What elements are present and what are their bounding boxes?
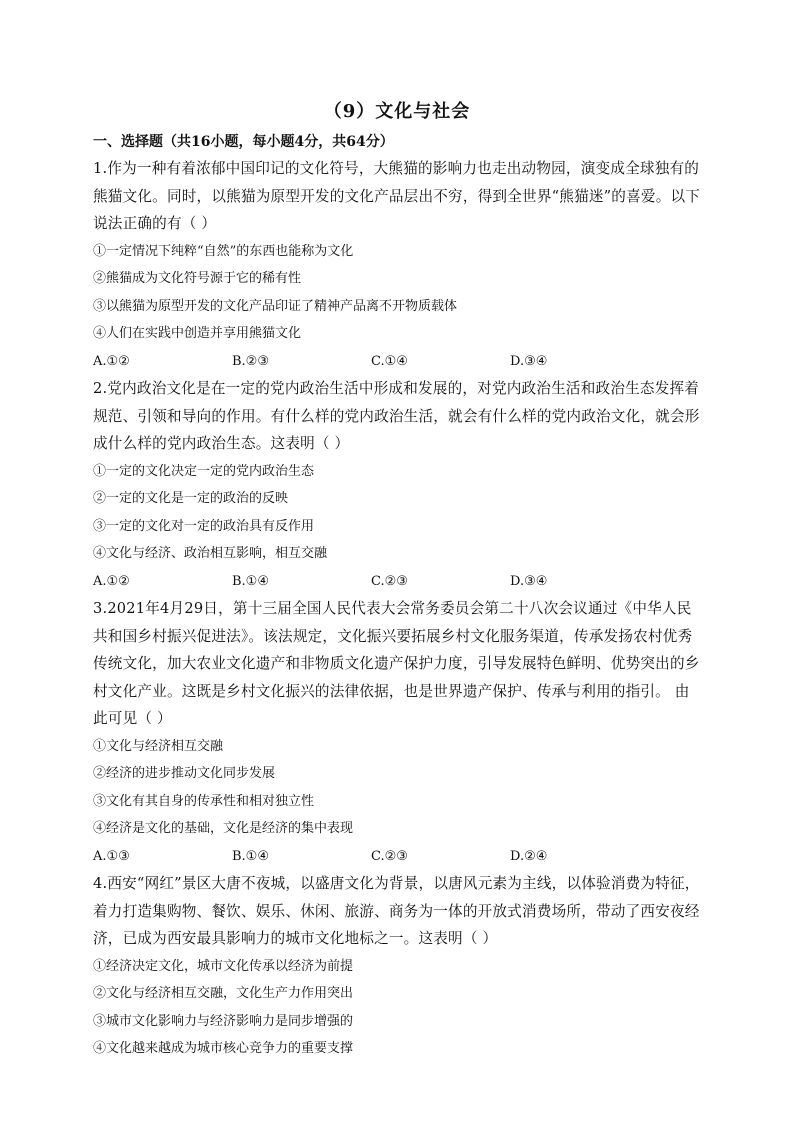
- option-2: ②文化与经济相互交融，文化生产力作用突出: [93, 986, 354, 1001]
- question-stem: 1.作为一种有着浓郁中国印记的文化符号，大熊猫的影响力也走出动物园，演变成全球独有的熊猫文化。同时，以熊猫为原型开发的文化产品层出不穷，得到全世界“熊猫迷”的喜爱。以下说法正确的有（ ）: [93, 160, 701, 232]
- question-list: [93, 155, 703, 1063]
- question-3: [93, 595, 703, 870]
- option-2: ②经济的进步推动文化同步发展: [93, 766, 276, 781]
- option-2: ②熊猫成为文化符号源于它的稀有性: [93, 271, 302, 286]
- question-2: [93, 375, 703, 595]
- answer-choices: [93, 843, 703, 871]
- option-4: ④文化与经济、政治相互影响，相互交融: [93, 546, 328, 561]
- page-title: （9）文化与社会: [323, 101, 471, 122]
- option-1: ①一定情况下纯粹“自然”的东西也能称为文化: [93, 243, 354, 259]
- answer-b: B.①④: [232, 573, 269, 589]
- option-3: ③以熊猫为原型开发的文化产品印证了精神产品离不开物质载体: [93, 298, 458, 314]
- answer-choices: [93, 348, 703, 376]
- answer-b: B.②③: [232, 353, 269, 369]
- answer-a: A.①③: [93, 848, 130, 864]
- question-1: [93, 155, 703, 375]
- option-3: ③文化有其自身的传承性和相对独立性: [93, 793, 315, 809]
- question-stem: 4.西安“网红”景区大唐不夜城，以盛唐文化为背景，以唐风元素为主线，以体验消费为特征，着力打造集购物、餐饮、娱乐、休闲、旅游、商务为一体的开放式消费场所，带动了西安夜经济，已成为西安最具影响力的城市文化地标之一。这表明（ ）: [93, 875, 700, 947]
- option-4: ④人们在实践中创造并享用熊猫文化: [93, 326, 302, 341]
- answer-b: B.①④: [232, 848, 269, 864]
- answer-a: A.①②: [93, 353, 130, 369]
- answer-c: C.②③: [371, 848, 408, 864]
- answer-c: C.①④: [371, 353, 408, 369]
- option-3: ③一定的文化对一定的政治具有反作用: [93, 518, 315, 534]
- section-heading: 一、选择题（共16小题，每小题4分，共64分）: [93, 134, 394, 150]
- answer-d: D.②④: [510, 848, 548, 864]
- answer-d: D.③④: [510, 573, 548, 589]
- option-4: ④经济是文化的基础，文化是经济的集中表现: [93, 821, 354, 836]
- option-4: ④文化越来越成为城市核心竞争力的重要支撑: [93, 1041, 354, 1056]
- answer-c: C.②③: [371, 573, 408, 589]
- answer-d: D.③④: [510, 353, 548, 369]
- option-1: ①文化与经济相互交融: [93, 738, 224, 754]
- option-1: ①经济决定文化，城市文化传承以经济为前提: [93, 958, 354, 974]
- question-4: [93, 870, 703, 1063]
- question-stem: 2.党内政治文化是在一定的党内政治生活中形成和发展的，对党内政治生活和政治生态发挥着规范、引领和导向的作用。有什么样的党内政治生活，就会有什么样的党内政治文化，就会形成什么样的党内政治生态。这表明（ ）: [93, 380, 700, 452]
- option-3: ③城市文化影响力与经济影响力是同步增强的: [93, 1013, 354, 1029]
- answer-a: A.①②: [93, 573, 130, 589]
- option-2: ②一定的文化是一定的政治的反映: [93, 491, 289, 506]
- question-stem: 3.2021年4月29日，第十三届全国人民代表大会常务委员会第二十八次会议通过《中华人民共和国乡村振兴促进法》。该法规定，文化振兴要拓展乡村文化服务渠道，传承发扬农村优秀传统文化，加大农业文化遗产和非物质文化遗产保护力度，引导发展特色鲜明、优势突出的乡村文化产业。这既是乡村文化振兴的法律依据，也是世界遗产保护、传承与利用的指引。 由此可见（ ）: [93, 600, 700, 727]
- answer-choices: [93, 568, 703, 596]
- option-1: ①一定的文化决定一定的党内政治生态: [93, 463, 315, 479]
